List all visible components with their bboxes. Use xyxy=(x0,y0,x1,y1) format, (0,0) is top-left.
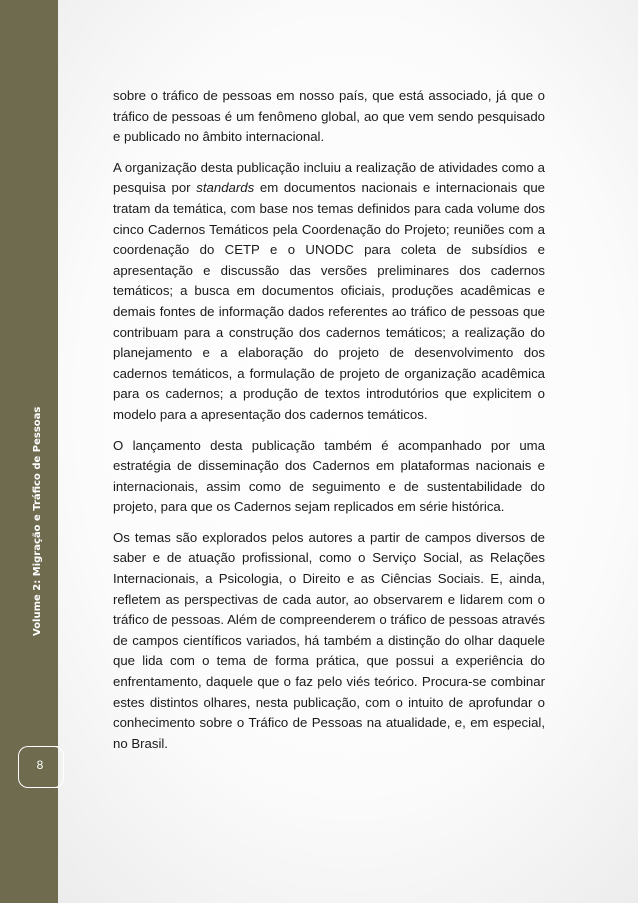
paragraph-1: sobre o tráfico de pessoas em nosso país, que está associado, já que o tráfico de pessoas é um fenômeno global, ao que vem sendo pesquisado e publicado no âmbito internacional. xyxy=(113,88,545,145)
body-text xyxy=(113,86,545,764)
volume-title: Volume 2: Migração e Tráfico de Pessoas xyxy=(32,406,43,636)
paragraph-4: Os temas são explorados pelos autores a partir de campos diversos de saber e de atuação profissional, como o Serviço Social, as Relações Internacionais, a Psicologia, o Direito e as Ciências Sociais. E, ainda, refletem as perspectivas de cada autor, ao observarem e lidarem com o tráfico de pessoas. Além de compreenderem o tráfico de pessoas através de campos científicos variados, há também a distinção do olhar daquele que lida com o tema de forma prática, que possui a experiência do enfrentamento, daquele que o faz pelo viés teórico. Procura-se combinar estes distintos olhares, nesta publicação, com o intuito de aprofundar o conhecimento sobre o Tráfico de Pessoas na atualidade, e, em especial, no Brasil. xyxy=(113,529,545,751)
paragraph-2-start: A organização desta publicação incluiu a realização de atividades como a pesquisa por xyxy=(113,159,545,196)
page-number: 8 xyxy=(36,758,44,772)
paragraph-2 xyxy=(113,158,545,426)
paragraph-2-end: em documentos nacionais e internacionais que tratam da temática, com base nos temas definidos para cada volume dos cinco Cadernos Temáticos pela Coordenação do Projeto; reuniões com a coordenação do CETP e o UNODC para coleta de subsídios e apresentação e discussão das versões preliminares dos cadernos temáticos; a busca em documentos oficiais, produções acadêmicas e demais fontes de informação dados referentes ao tráfico de pessoas que contribuam para a construção dos cadernos temáticos; a realização do planejamento e a elaboração do projeto de desenvolvimento dos cadernos temáticos, a formulação de projeto de organização acadêmica para os cadernos; a produção de textos introdutórios que explicitem o modelo para a apresentação dos cadernos temáticos. xyxy=(113,180,545,422)
paragraph-2-emphasis: standards xyxy=(196,180,255,196)
paragraph-3: O lançamento desta publicação também é acompanhado por uma estratégia de disseminação dos Cadernos em plataformas nacionais e internacionais, assim como de seguimento e de sustentabilidade do projeto, para que os Cadernos sejam replicados em série histórica. xyxy=(113,437,545,515)
